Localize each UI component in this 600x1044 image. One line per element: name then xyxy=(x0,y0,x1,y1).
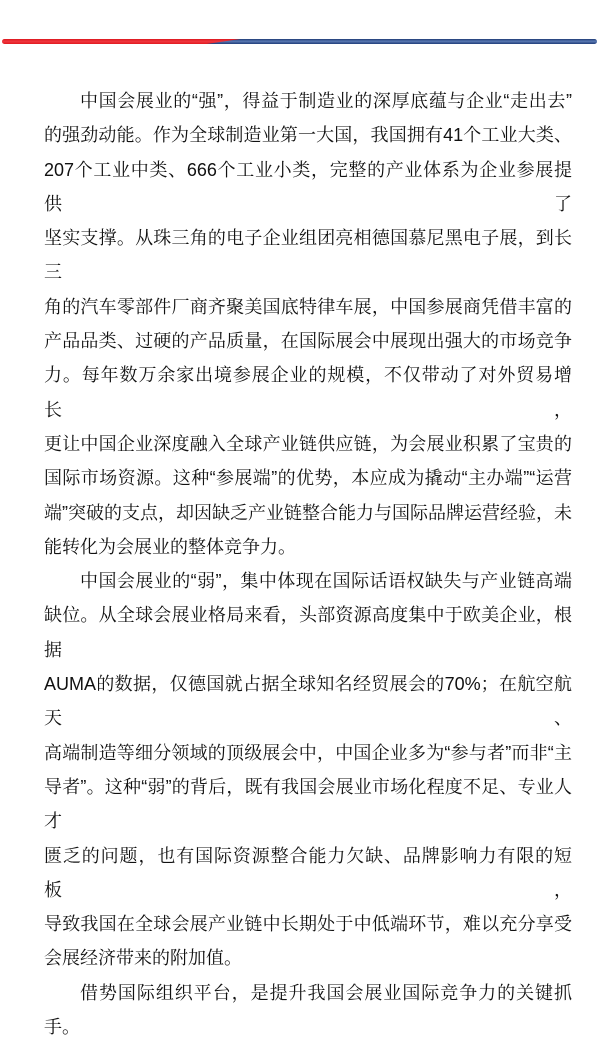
text-line: AUMA的数据，仅德国就占据全球知名经贸展会的70%；在航空航天、 xyxy=(44,674,572,729)
text-line: 导者”。这种“弱”的背后，既有我国会展业市场化程度不足、专业人才 xyxy=(44,776,572,832)
text-content xyxy=(44,84,572,1044)
page-accent-bar xyxy=(2,39,597,44)
text-line: 国际市场资源。这种“参展端”的优势，本应成为撬动“主办端”“运营 xyxy=(44,468,572,489)
text-line: 角的汽车零部件厂商齐聚美国底特律车展，中国参展商凭借丰富的 xyxy=(44,296,572,317)
text-line: 力。每年数万余家出境参展企业的规模，不仅带动了对外贸易增长， xyxy=(44,365,572,420)
red-bar-segment xyxy=(2,39,240,44)
text-line: 借势国际组织平台，是提升我国会展业国际竞争力的关键抓手。 xyxy=(44,982,572,1038)
text-line: 中国会展业的“强”，得益于制造业的深厚底蕴与企业“走出去” xyxy=(80,91,572,111)
blue-bar-segment xyxy=(202,39,597,44)
text-line: 会展经济带来的附加值。 xyxy=(44,948,242,969)
paragraph xyxy=(44,84,572,564)
text-line: 更让中国企业深度融入全球产业链供应链，为会展业积累了宝贵的 xyxy=(44,433,572,454)
text-line: 坚实支撑。从珠三角的电子企业组团亮相德国慕尼黑电子展，到长三 xyxy=(44,228,572,283)
paragraph xyxy=(44,564,572,976)
text-line: 导致我国在全球会展产业链中长期处于中低端环节，难以充分享受 xyxy=(44,914,572,935)
text-line: 高端制造等细分领域的顶级展会中，中国企业多为“参与者”而非“主 xyxy=(44,742,572,763)
text-line: 匮乏的问题，也有国际资源整合能力欠缺、品牌影响力有限的短板， xyxy=(44,845,572,900)
text-line: 能转化为会展业的整体竞争力。 xyxy=(44,536,296,557)
text-line: 中国会展业的“弱”，集中体现在国际话语权缺失与产业链高端 xyxy=(80,571,572,592)
text-line: 207个工业中类、666个工业小类，完整的产业体系为企业参展提供了 xyxy=(44,159,572,214)
text-line: 产品品类、过硬的产品质量，在国际展会中展现出强大的市场竞争 xyxy=(44,331,572,352)
text-line: 端”突破的支点，却因缺乏产业链整合能力与国际品牌运营经验，未 xyxy=(44,502,572,523)
text-line: 缺位。从全球会展业格局来看，头部资源高度集中于欧美企业，根据 xyxy=(44,605,572,660)
text-line: 的强劲动能。作为全球制造业第一大国，我国拥有41个工业大类、 xyxy=(44,125,572,146)
paragraph xyxy=(44,976,572,1044)
